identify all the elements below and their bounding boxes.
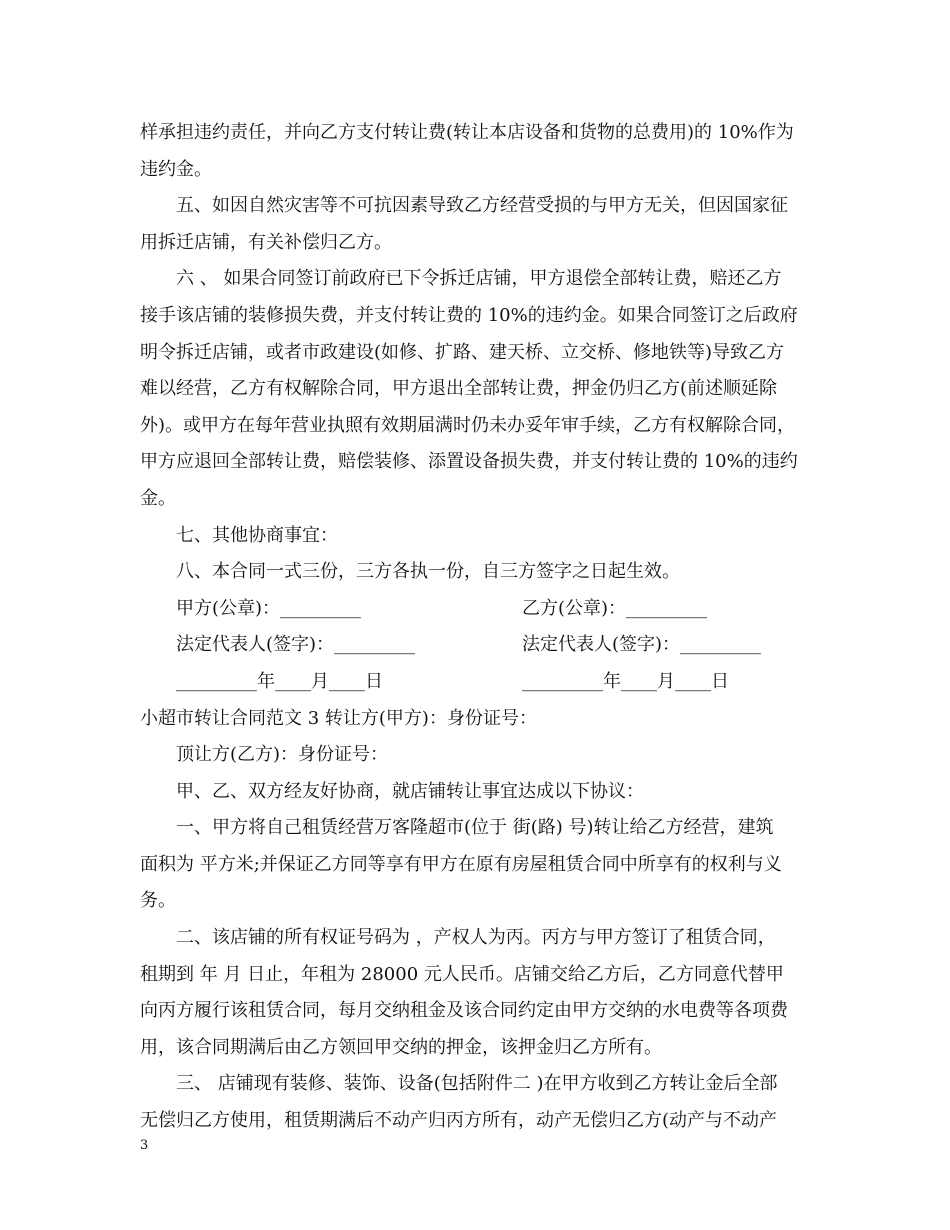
- paragraph-line: 甲方应退回全部转让费，赔偿装修、添置设备损失费，并支付转让费的 10%的违约: [140, 451, 798, 473]
- party-a-date: _________年____月____日: [176, 670, 383, 692]
- section-heading-line: 小超市转让合同范文 3 转让方(甲方)：身份证号：: [140, 707, 537, 729]
- paragraph-line: 甲、乙、双方经友好协商，就店铺转让事宜达成以下协议：: [176, 780, 644, 802]
- paragraph-line: 七、其他协商事宜：: [176, 524, 338, 546]
- paragraph-line: 用拆迁店铺，有关补偿归乙方。: [140, 231, 392, 253]
- paragraph-line: 用，该合同期满后由乙方领回甲交纳的押金，该押金归乙方所有。: [140, 1036, 662, 1058]
- paragraph-line: 一、甲方将自己租赁经营万客隆超市(位于 街(路) 号)转让给乙方经营，建筑: [176, 817, 774, 839]
- paragraph-line: 接手该店铺的装修损失费，并支付转让费的 10%的违约金。如果合同签订之后政府: [140, 304, 798, 326]
- signature-row-seal: [140, 591, 830, 628]
- paragraph-line: 八、本合同一式三份，三方各执一份，自三方签字之日起生效。: [176, 561, 680, 583]
- party-b-representative: 法定代表人(签字)：_________: [522, 634, 762, 656]
- paragraph-line: 违约金。: [140, 158, 212, 180]
- party-b-date: _________年____月____日: [522, 670, 729, 692]
- paragraph-line: 六 、 如果合同签订前政府已下令拆迁店铺，甲方退偿全部转让费，赔还乙方: [176, 268, 782, 290]
- signature-row-representative: [140, 627, 830, 664]
- paragraph-line: 金。: [140, 487, 176, 509]
- paragraph-line: 三、 店铺现有装修、装饰、设备(包括附件二 )在甲方收到乙方转让金后全部: [176, 1073, 778, 1095]
- party-b-seal: 乙方(公章)：_________: [522, 597, 708, 619]
- paragraph-line: 向丙方履行该租赁合同，每月交纳租金及该合同约定由甲方交纳的水电费等各项费: [140, 1000, 788, 1022]
- paragraph-line: 难以经营，乙方有权解除合同，甲方退出全部转让费，押金仍归乙方(前述顺延除: [140, 378, 778, 400]
- page-number: 3: [140, 1138, 149, 1153]
- party-a-representative: 法定代表人(签字)：_________: [176, 634, 416, 656]
- paragraph-line: 明令拆迁店铺，或者市政建设(如修、扩路、建天桥、立交桥、修地铁等)导致乙方: [140, 341, 785, 363]
- document-body: [140, 115, 830, 1140]
- paragraph-line: 无偿归乙方使用，租赁期满后不动产归丙方所有，动产无偿归乙方(动产与不动产: [140, 1110, 778, 1132]
- paragraph-line: 样承担违约责任，并向乙方支付转让费(转让本店设备和货物的总费用)的 10%作为: [140, 122, 794, 143]
- paragraph-line: 外)。或甲方在每年营业执照有效期届满时仍未办妥年审手续，乙方有权解除合同，: [140, 414, 796, 436]
- paragraph-line: 顶让方(乙方)：身份证号：: [176, 744, 389, 766]
- paragraph-line: 租期到 年 月 日止，年租为 28000 元人民币。店铺交给乙方后，乙方同意代替甲: [140, 963, 784, 985]
- party-a-seal: 甲方(公章)：_________: [176, 597, 362, 619]
- paragraph-line: 务。: [140, 890, 176, 912]
- paragraph-line: 二、该店铺的所有权证号码为 ，产权人为丙。丙方与甲方签订了租赁合同，: [176, 927, 776, 949]
- signature-row-date: [140, 664, 830, 701]
- paragraph-line: 五、如因自然灾害等不可抗因素导致乙方经营受损的与甲方无关，但因国家征: [176, 195, 788, 217]
- paragraph-line: 面积为 平方米;并保证乙方同等享有甲方在原有房屋租赁合同中所享有的权利与义: [140, 853, 782, 875]
